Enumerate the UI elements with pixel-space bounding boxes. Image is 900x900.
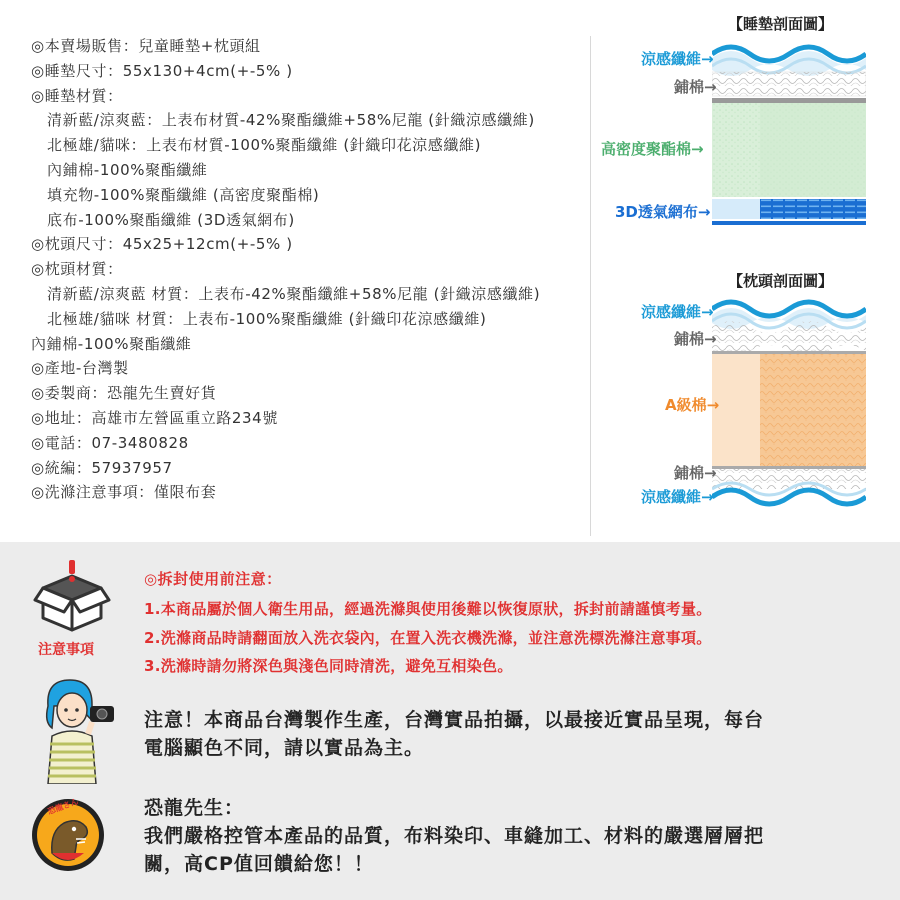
spec-line: ◎枕頭尺寸：45x25+12cm(+-5% ) xyxy=(31,235,293,254)
spec-line: ◎洗滌注意事項：僅限布套 xyxy=(31,483,217,502)
mattress-diagram-title: 【睡墊剖面圖】 xyxy=(728,15,834,33)
caution-label: 注意事項 xyxy=(38,642,94,658)
spec-line: 內鋪棉-100%聚酯纖維 xyxy=(47,160,208,179)
photo-note-line: 注意！本商品台灣製作生產，台灣實品拍攝，以最接近實品呈現，每台 xyxy=(144,709,765,731)
spec-line: ◎地址：高雄市左營區重立路234號 xyxy=(31,408,278,427)
open-box-icon xyxy=(33,560,111,632)
dino-note-line: 關，高CP值回饋給您！！ xyxy=(144,853,374,875)
label-cool-fiber: 涼感纖維→ xyxy=(641,50,714,68)
pillow-diagram-title: 【枕頭剖面圖】 xyxy=(728,272,834,290)
spec-list xyxy=(31,34,591,505)
label-3d-mesh: 3D透氣網布→ xyxy=(615,203,711,221)
label-a-grade-cotton: A級棉→ xyxy=(665,396,720,414)
notice-line: 3.洗滌時請勿將深色與淺色同時清洗，避免互相染色。 xyxy=(144,657,513,675)
label-pillow-cool-fiber-bottom: 涼感纖維→ xyxy=(641,488,714,506)
photographer-girl-icon xyxy=(38,676,118,784)
mattress-cross-section xyxy=(712,36,866,226)
notice-heading: ◎拆封使用前注意： xyxy=(144,570,282,588)
spec-line: 填充物-100%聚酯纖維 (高密度聚酯棉) xyxy=(47,185,320,204)
spec-line: ◎電話：07-3480828 xyxy=(31,433,189,452)
photo-note-line: 電腦顯色不同，請以實品為主。 xyxy=(144,737,425,759)
spec-line: 北極雄/貓咪 材質：上表布-100%聚酯纖維 (針織印花涼感纖維) xyxy=(47,309,487,328)
dino-note-line: 我們嚴格控管本產品的品質，布料染印、車縫加工、材料的嚴選層層把 xyxy=(144,825,765,847)
dino-note-line: 恐龍先生： xyxy=(144,797,245,819)
label-pillow-padding-bottom: 鋪棉→ xyxy=(674,464,717,482)
photo-note-text xyxy=(144,706,884,762)
spec-line: ◎睡墊材質： xyxy=(31,86,123,105)
spec-line: 內鋪棉-100%聚酯纖維 xyxy=(31,334,192,353)
divider-line xyxy=(590,36,591,536)
notice-line: 2.洗滌商品時請翻面放入洗衣袋內，在置入洗衣機洗滌，並注意洗標洗滌注意事項。 xyxy=(144,629,712,647)
spec-line: 清新藍/涼爽藍 材質：上表布-42%聚酯纖維+58%尼龍 (針織涼感纖維) xyxy=(47,284,541,303)
spec-line: 北極雄/貓咪：上表布材質-100%聚酯纖維 (針織印花涼感纖維) xyxy=(47,136,482,155)
label-pillow-padding-top: 鋪棉→ xyxy=(674,330,717,348)
spec-line: ◎睡墊尺寸：55x130+4cm(+-5% ) xyxy=(31,61,293,80)
spec-line: ◎委製商：恐龍先生賣好貨 xyxy=(31,384,217,403)
spec-line: ◎枕頭材質： xyxy=(31,260,123,279)
label-pillow-cool-fiber-top: 涼感纖維→ xyxy=(641,303,714,321)
label-padding: 鋪棉→ xyxy=(674,78,717,96)
notice-line: 1.本商品屬於個人衛生用品，經過洗滌與使用後難以恢復原狀，拆封前請謹慎考量。 xyxy=(144,600,712,618)
spec-line: ◎本賣場販售：兒童睡墊+枕頭組 xyxy=(31,37,261,55)
pillow-cross-section xyxy=(712,293,866,511)
dino-badge-text: 恐龍さん xyxy=(46,796,80,817)
spec-line: ◎產地-台灣製 xyxy=(31,359,129,378)
spec-line: 清新藍/涼爽藍：上表布材質-42%聚酯纖維+58%尼龍 (針織涼感纖維) xyxy=(47,111,535,130)
spec-line: 底布-100%聚酯纖維 (3D透氣網布) xyxy=(47,210,295,229)
label-high-density-foam: 高密度聚酯棉→ xyxy=(601,140,704,158)
spec-line: ◎統編：57937957 xyxy=(31,458,173,477)
dino-note-text xyxy=(144,794,884,878)
